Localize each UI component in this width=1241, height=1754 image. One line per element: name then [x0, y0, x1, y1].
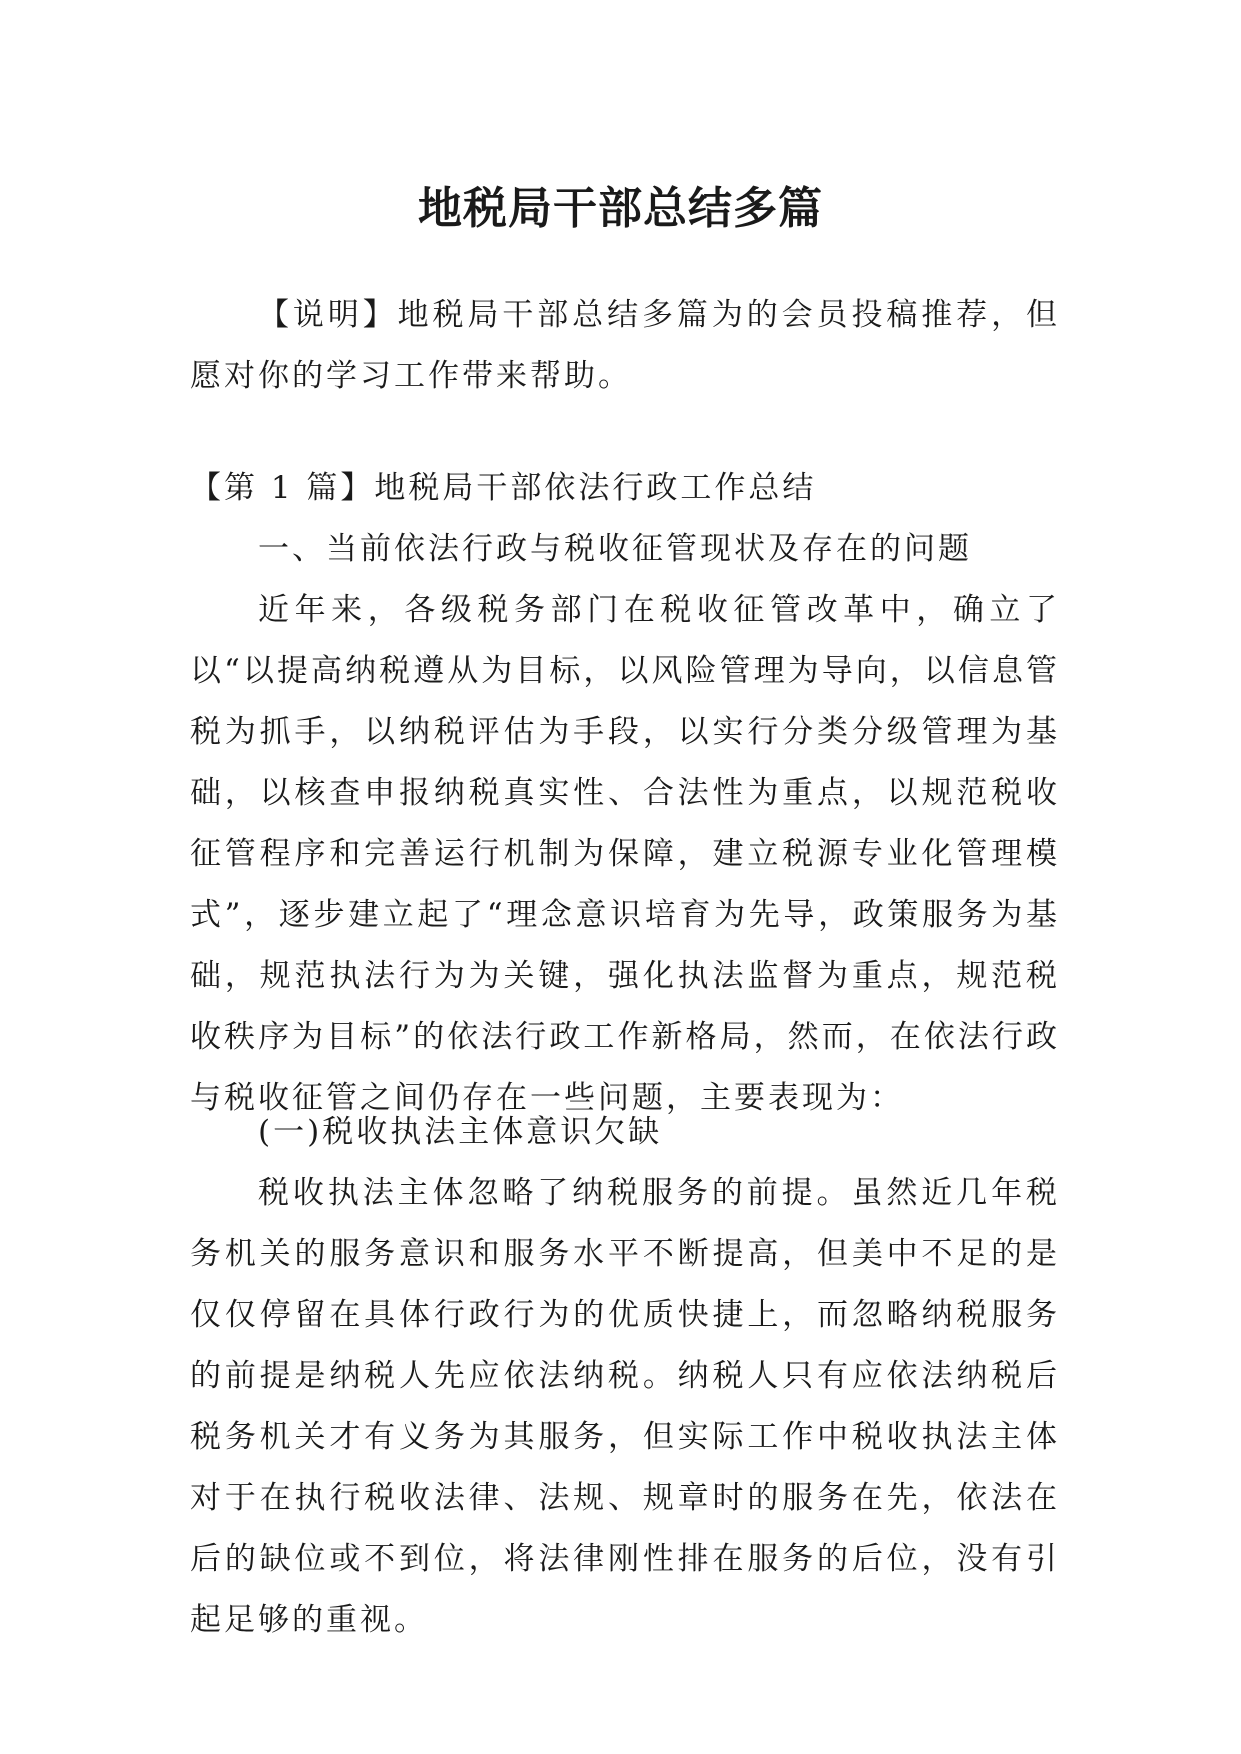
subheading-enforcement-awareness: (一)税收执法主体意识欠缺 [258, 1114, 663, 1150]
intro-paragraph: 【说明】地税局干部总结多篇为的会员投稿推荐，但愿对你的学习工作带来帮助。 [190, 297, 1060, 394]
body-paragraph-2: 税收执法主体忽略了纳税服务的前提。虽然近几年税务机关的服务意识和服务水平不断提高，但美中不足的是仅仅停留在具体行政行为的优质快捷上，而忽略纳税服务的前提是纳税人先应依法纳税。纳税人只有应依法纳税后税务机关才有义务为其服务，但实际工作中税收执法主体对于在执行税收法律、法规、规章时的服务在先，依法在后的缺位或不到位，将法律刚性排在服务的后位，没有引起足够的重视。 [190, 1175, 1060, 1638]
document-title: 地税局干部总结多篇 [418, 183, 823, 235]
section-heading: 【第 1 篇】地税局干部依法行政工作总结 [190, 470, 817, 506]
body-paragraph-1: 近年来，各级税务部门在税收征管改革中，确立了以“以提高纳税遵从为目标，以风险管理为导向，以信息管税为抓手，以纳税评估为手段，以实行分类分级管理为基础，以核查申报纳税真实性、合法性为重点，以规范税收征管程序和完善运行机制为保障，建立税源专业化管理模式”，逐步建立起了“理念意识培育为先导，政策服务为基础，规范执法行为为关键，强化执法监督为重点，规范税收秩序为目标”的依法行政工作新格局，然而，在依法行政与税收征管之间仍存在一些问题，主要表现为： [190, 592, 1060, 1116]
subheading-current-status: 一、当前依法行政与税收征管现状及存在的问题 [258, 531, 972, 567]
